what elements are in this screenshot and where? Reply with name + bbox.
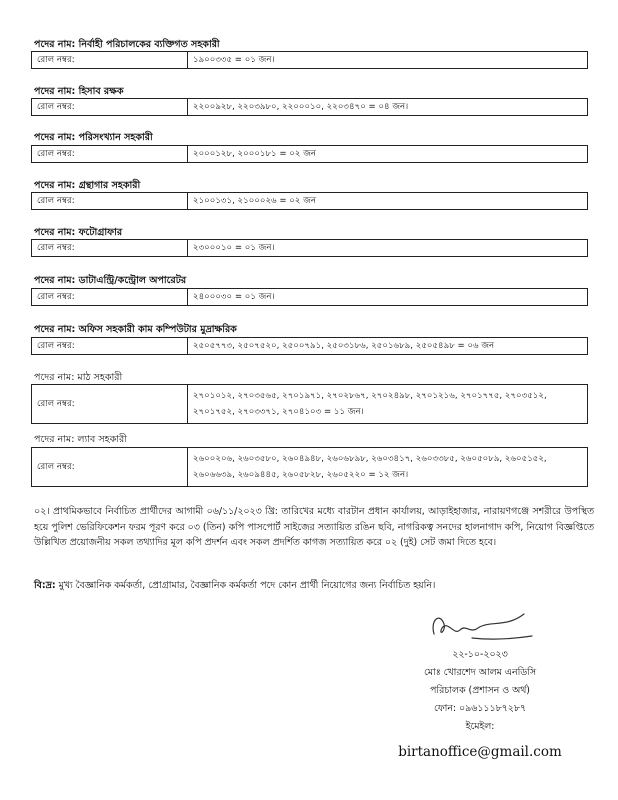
instructions-paragraph: ০২। প্রাথমিকভাবে নির্বাচিত প্রার্থীদের আগামী ০৬/১১/২০২৩ খ্রি: তারিখের মধ্যে বারটান প্রধান কার্যালয়, আড়াইহাজার, নারায়ণগঞ্জে সশরীরে উপস্থিত হয়ে পুলিশ ভেরিফিকেশন ফরম পূরণ করে ০৩ (তিন) কপি পাসপোর্ট সাইজের সত্যায়িত রঙিন ছবি, নাগরিকত্ব সনদের হালনাগাদ কপি, নিয়োগ বিজ্ঞপ্তিতে উল্লিখিত প্রয়োজনীয় সকল তথ্যাদির মূল কপি প্রদর্শন এবং সকল প্রদর্শিত কাগজ সত্যায়িত করে ০২ (দুই) সেট জমা দিতে হবে। bbox=[34, 506, 594, 548]
roll-table bbox=[31, 51, 588, 69]
table-row bbox=[32, 240, 588, 257]
roll-table bbox=[31, 384, 588, 424]
roll-table bbox=[31, 288, 588, 306]
table-row bbox=[32, 99, 588, 116]
roll-values: ২৪০০০৩০ = ০১ জন। bbox=[188, 289, 588, 306]
post-title: পদের নাম: অফিস সহকারী কাম কম্পিউটার মুদ্রাক্ষরিক bbox=[34, 324, 237, 335]
roll-label: রোল নম্বর: bbox=[32, 52, 188, 69]
table-row bbox=[32, 338, 588, 355]
roll-table bbox=[31, 98, 588, 116]
post-title: পদের নাম: ডাটাএন্ট্রি/কন্ট্রোল অপারেটর bbox=[34, 275, 187, 286]
signatory-phone: ফোন: ০৯৬১১১৮৭২৮৭ bbox=[433, 703, 527, 714]
post-title: পদের নাম: গ্রন্থাগার সহকারী bbox=[34, 180, 141, 191]
roll-label: রোল নম্বর: bbox=[32, 385, 188, 424]
table-row bbox=[32, 52, 588, 69]
table-row bbox=[32, 193, 588, 210]
roll-table bbox=[31, 239, 588, 257]
signatory-name: মোঃ খোরশেদ আলম এনডিসি bbox=[423, 667, 537, 678]
email-label: ইমেইল: bbox=[465, 721, 495, 732]
note-text: মুখ্য বৈজ্ঞানিক কর্মকর্তা, প্রোগ্রামার, বৈজ্ঞানিক কর্মকর্তা পদে কোন প্রার্থী নিয়োগের জন্য নির্বাচিত হয়নি। bbox=[55, 580, 436, 591]
table-row bbox=[32, 146, 588, 163]
post-title: পদের নাম: ফটোগ্রাফার bbox=[34, 227, 123, 238]
roll-table bbox=[31, 145, 588, 163]
roll-table bbox=[31, 337, 588, 355]
table-row bbox=[32, 448, 588, 487]
roll-label: রোল নম্বর: bbox=[32, 289, 188, 306]
table-row bbox=[32, 385, 588, 424]
roll-label: রোল নম্বর: bbox=[32, 448, 188, 487]
roll-values: ২২০০৯২৮, ২২০৩৯৮০, ২২০০০১০, ২২০৩৪৭০ = ০৪ জন। bbox=[188, 99, 588, 116]
roll-values: ২৬০০২০৬, ২৬০৩৫৮০, ২৬০৪৯৪৮, ২৬০৬৮৯৮, ২৬০৩৪১৭, ২৬০৩৩৮৫, ২৬০৫০৮৯, ২৬০৫১৫২, ২৬০৬৬৩৯, ২৬০৯৪৪৫, ২৬০৫৮২৮, ২৬০৫২২০ = ১২ জন। bbox=[188, 448, 588, 487]
post-title: পদের নাম: ল্যাব সহকারী bbox=[34, 434, 127, 445]
roll-label: রোল নম্বর: bbox=[32, 99, 188, 116]
email-address: birtanoffice@gmail.com bbox=[398, 744, 562, 760]
signature-image bbox=[420, 606, 540, 646]
post-title: পদের নাম: হিসাব রক্ষক bbox=[34, 86, 124, 97]
roll-values: ২১০০১৩১, ২১০০০২৬ = ০২ জন bbox=[188, 193, 588, 210]
table-row bbox=[32, 289, 588, 306]
roll-table bbox=[31, 192, 588, 210]
signature-date: ২২-১০-২০২৩ bbox=[452, 649, 508, 660]
roll-values: ২০০০১২৮, ২০০০১৮১ = ০২ জন bbox=[188, 146, 588, 163]
roll-values: ২৩০০০১০ = ০১ জন। bbox=[188, 240, 588, 257]
post-title: পদের নাম: পরিসংখ্যান সহকারী bbox=[34, 132, 153, 143]
roll-table bbox=[31, 447, 588, 487]
signatory-designation: পরিচালক (প্রশাসন ও অর্থ) bbox=[430, 685, 530, 696]
post-title: পদের নাম: নির্বাহী পরিচালকের ব্যক্তিগত সহকারী bbox=[34, 39, 220, 50]
note-label: বি:দ্র: bbox=[34, 580, 56, 591]
signature-block bbox=[380, 606, 580, 736]
roll-label: রোল নম্বর: bbox=[32, 338, 188, 355]
roll-values: ১৯০০৩৩৫ = ০১ জন। bbox=[188, 52, 588, 69]
roll-values: ২৫০৫৭৭৩, ২৫০৭৫২০, ২৫০০৭৯১, ২৫০৩১৮৬, ২৫০১৬৮৯, ২৫০৫৪৯৮ = ০৬ জন bbox=[188, 338, 588, 355]
post-title: পদের নাম: মাঠ সহকারী bbox=[34, 372, 123, 383]
roll-label: রোল নম্বর: bbox=[32, 146, 188, 163]
note bbox=[34, 578, 594, 593]
roll-values: ২৭০১০১২, ২৭০৩৫৬৫, ২৭০১৯৭১, ২৭০২৮৬৭, ২৭০২৪৯৮, ২৭০১২১৬, ২৭০১৭৭৫, ২৭০৩৫১২, ২৭০১৭৫২, ২৭০৩৩৭১, ২৭০৪১০৩ = ১১ জন। bbox=[188, 385, 588, 424]
roll-label: রোল নম্বর: bbox=[32, 193, 188, 210]
roll-label: রোল নম্বর: bbox=[32, 240, 188, 257]
